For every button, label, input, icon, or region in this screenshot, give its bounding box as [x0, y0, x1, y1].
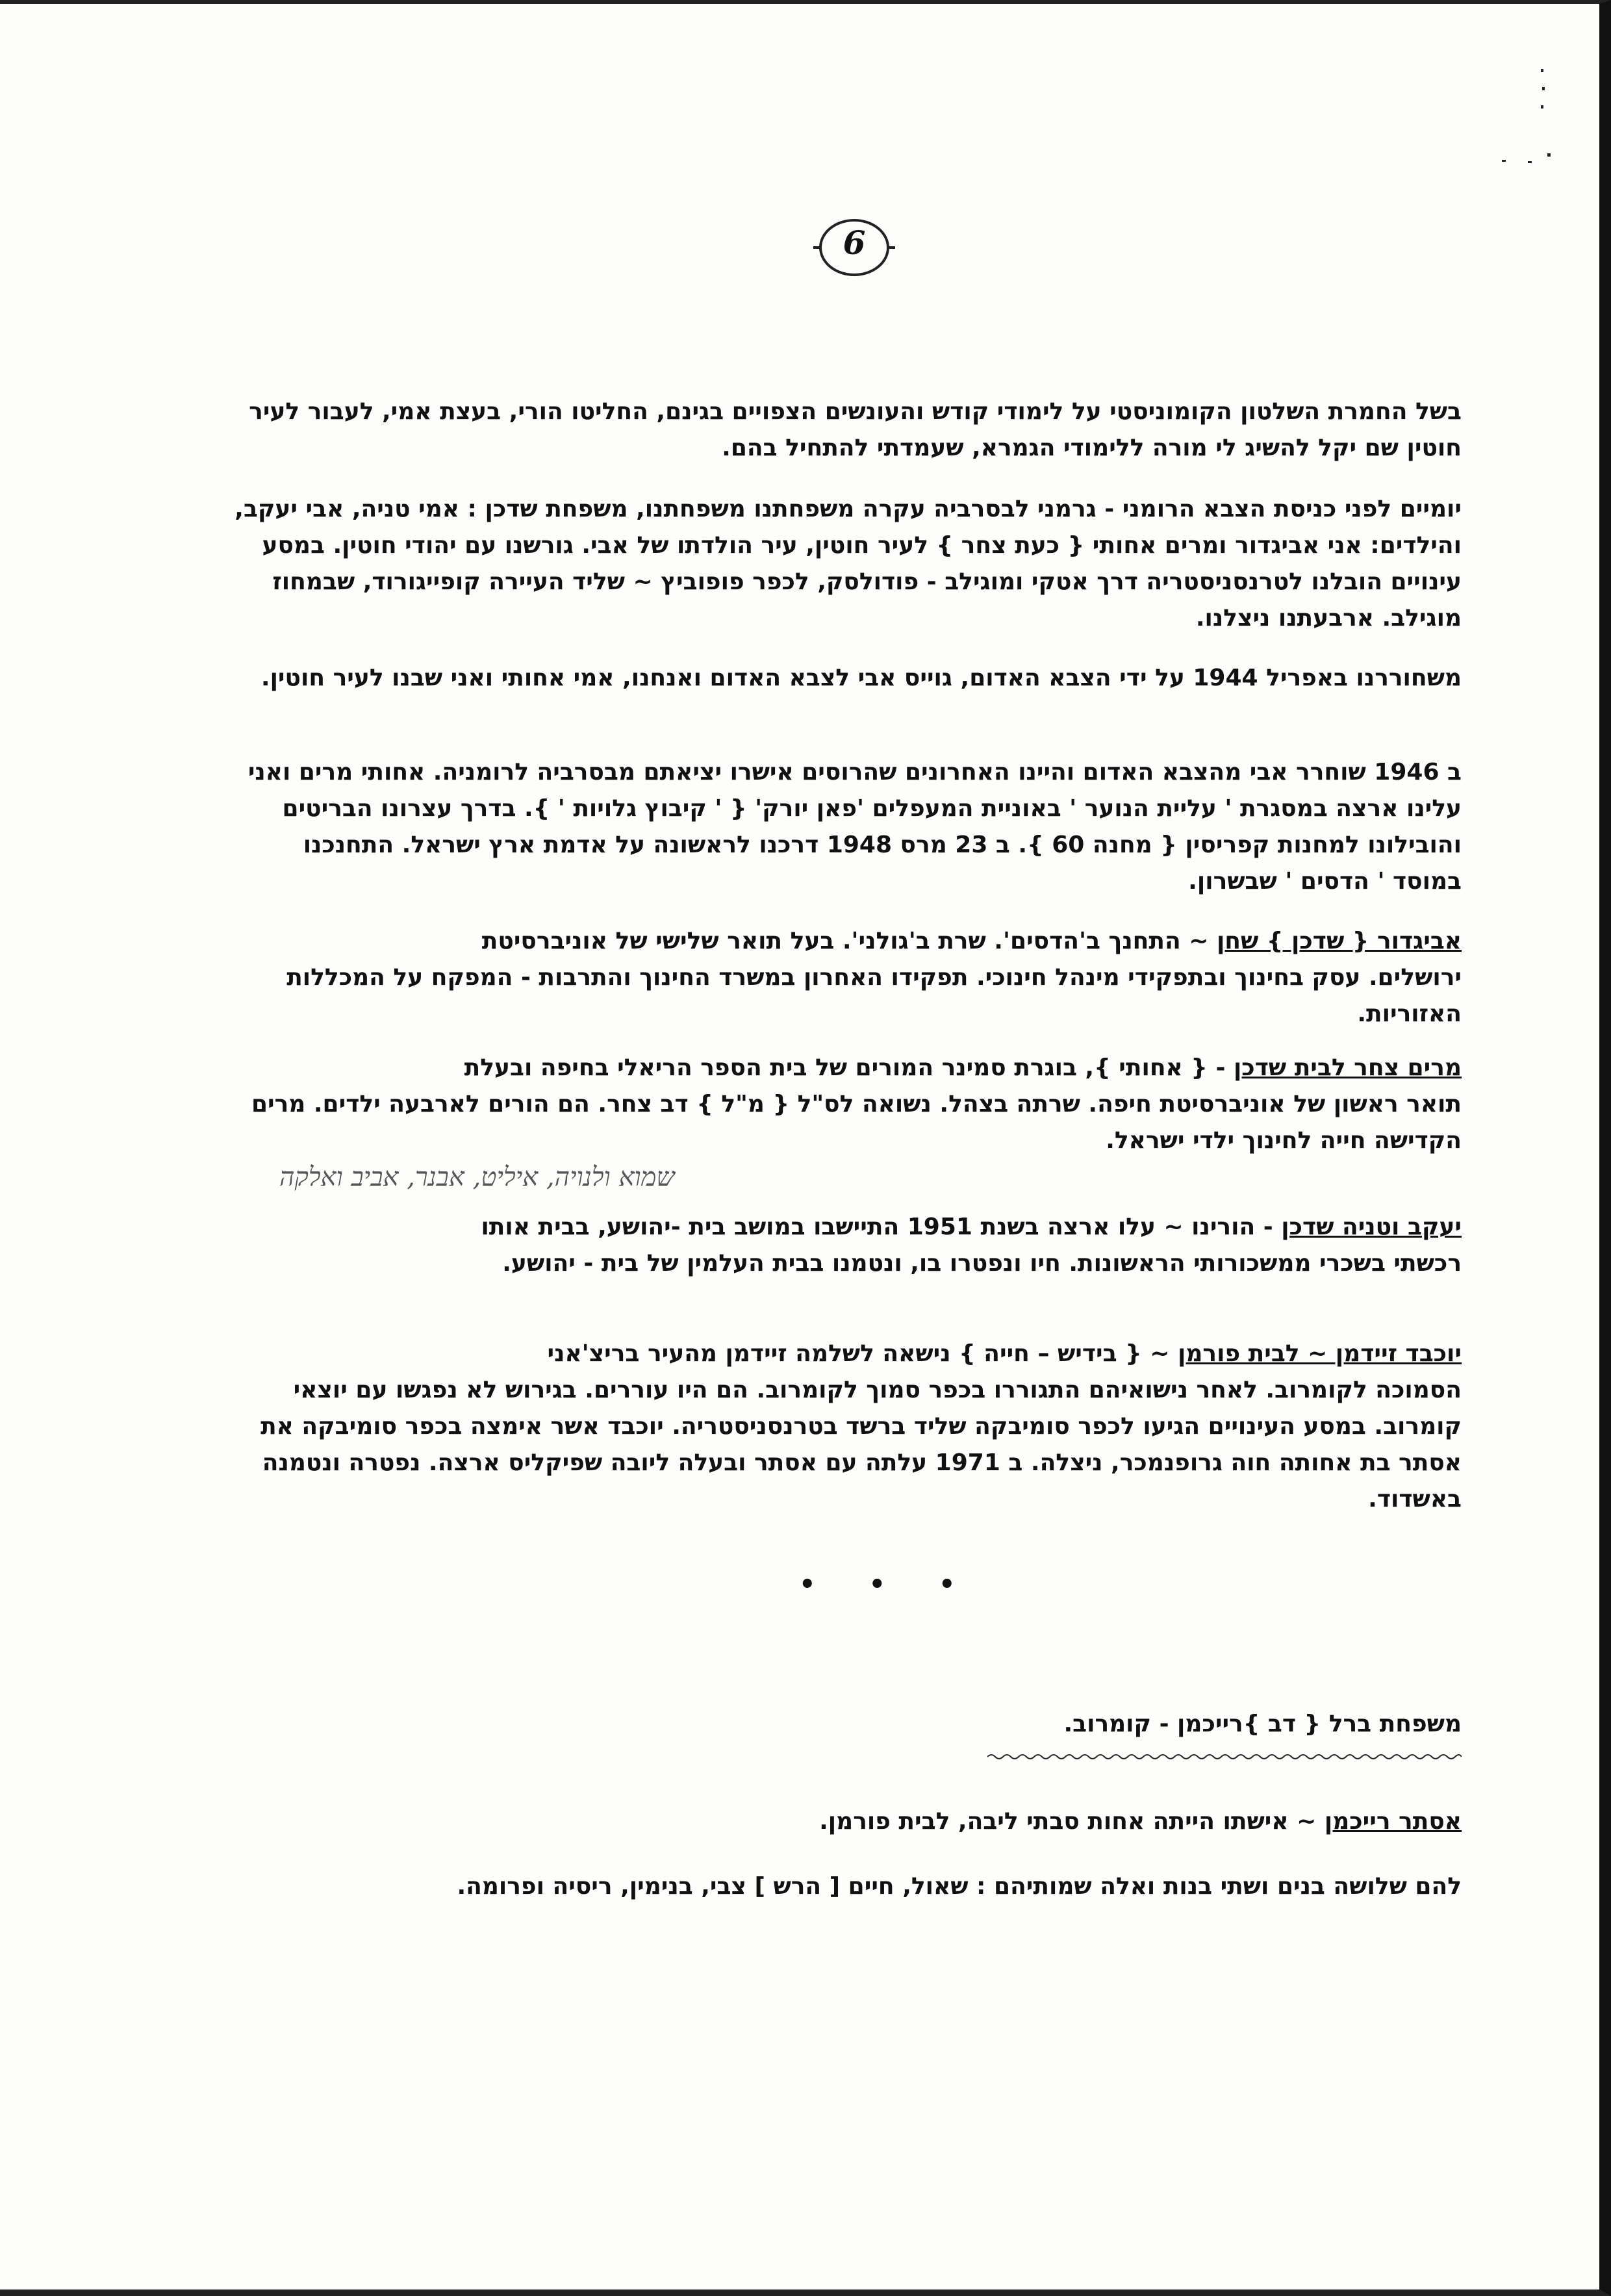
- bio-miriam-line: [234, 1050, 1462, 1086]
- bio-yaakov-line: [234, 1209, 1462, 1245]
- children-line: להם שלושה בנים ושתי בנות ואלה שמותיהם : שאול, חיים [ הרש ] צבי, בנימין, ריסיה ופרומה.: [457, 1873, 1462, 1900]
- paragraph-1: בשל החמרת השלטון הקומוניסטי על לימודי קודש והעונשים הצפויים בגינם, החליטו הורי, בעצת אמי, לעבור לעיר חוטין שם יקל להשיג לי מורה ללימודי הגמרא, שעמדתי להתחיל בהם.: [249, 398, 1462, 461]
- esther-name: אסתר רייכמן: [1324, 1808, 1462, 1835]
- bio-yaakov: [234, 1209, 1462, 1282]
- bio-yocheved-rest: הסמוכה לקומרוב. לאחר נישואיהם התגוררו בכפר סמוך לקומרוב. הם היו עוררים. בגירוש לא נפגשו עם יוצאי קומרוב. במסע העינויים הגיעו לכפר סומיבקה שליד ברשד בטרנסניסטריה. יוכבד אשר אימצה בכפר סומיבקה את אסתר בת אחותה חוה גרופנמכר, ניצלה. ב 1971 עלתה עם אסתר ובעלה ליובה שפיקליס ארצה. נפטרה ונטמנה באשדוד.: [260, 1377, 1462, 1512]
- bio-avigdor-line: [234, 923, 1462, 960]
- bio-yocheved: [234, 1336, 1462, 1518]
- bio-avigdor-text: ~ התחנך ב'הדסים'. שרת ב'גולני'. בעל תואר שלישי של אוניברסיטת: [481, 928, 1209, 954]
- bio-yocheved-name: יוכבד זיידמן ~ לבית פורמן: [1178, 1340, 1462, 1367]
- paragraph-4: ב 1946 שוחרר אבי מהצבא האדום והיינו האחרונים שהרוסים אישרו יציאתם מבסרביה לרומניה. אחותי מרים ואני עלינו ארצה במסגרת ' עליית הנוער ' באוניית המעפלים 'פאן יורק' { ' קיבוץ גלויות ' }. בדרך עצרונו הבריטים והובילונו למחנות קפריסין { מחנה 60 }. ב 23 מרס 1948 דרכנו לראשונה על אדמת ארץ ישראל. התחנכנו במוסד ' הדסים ' שבשרון.: [247, 759, 1462, 895]
- page-number-label: 6: [843, 223, 866, 262]
- handwritten-note: שמוא ולנויה, איליט, אבנר, אביב ואלקה: [279, 1162, 675, 1192]
- bio-miriam-text: - { אחותי }, בוגרת סמינר המורים של בית הספר הריאלי בחיפה ובעלת: [464, 1054, 1226, 1081]
- bio-miriam-rest: תואר ראשון של אוניברסיטת חיפה. שרתה בצהל. נשואה לס"ל { מ"ל } דב צחר. הם הורים לארבעה ילדים. מרים הקדישה חייה לחינוך ילדי ישראל.: [251, 1091, 1462, 1154]
- page-number: [812, 212, 896, 283]
- esther-line: [234, 1804, 1462, 1840]
- section-separator: • • •: [799, 1570, 978, 1600]
- scan-marks: [1495, 56, 1573, 212]
- family-heading: משפחת ברל { דב }רייכמן - קומרוב.: [1063, 1711, 1462, 1737]
- bio-avigdor-name: אביגדור { שדכן } שחן: [1216, 928, 1462, 954]
- bio-yaakov-name: יעקב וטניה שדכן: [1281, 1214, 1462, 1240]
- bio-yocheved-text: ~ { בידיש – חייה } נישאה לשלמה זיידמן מהעיר בריצ'אני: [547, 1340, 1170, 1367]
- paragraph-3: משחוררנו באפריל 1944 על ידי הצבא האדום, גוייס אבי לצבא האדום ואנחנו, אמי אחותי ואני שבנו לעיר חוטין.: [260, 665, 1462, 691]
- bio-yocheved-line: [234, 1336, 1462, 1372]
- bio-miriam-name: מרים צחר לבית שדכן: [1233, 1054, 1462, 1081]
- esther-text: ~ אישתו הייתה אחות סבתי ליבה, לבית פורמן.: [819, 1808, 1317, 1835]
- bio-miriam: [234, 1050, 1462, 1195]
- paragraph-2: יומיים לפני כניסת הצבא הרומני - גרמני לבסרביה עקרה משפחתנו משפחתנו, משפחת שדכן : אמי טניה, אבי יעקב, והילדים: אני אביגדור ומרים אחותי { כעת צחר } לעיר חוטין, עיר הולדתו של אבי. גורשנו עם יהודי חוטין. במסע עינויים הובלנו לטרנסניסטריה דרך אטקי ומוגילב - פודולסק, לכפר פופוביץ ~ שליד העיירה קופייגורוד, שבמחוז מוגילב. ארבעתנו ניצלנו.: [235, 496, 1462, 631]
- bio-avigdor-rest: ירושלים. עסק בחינוך ובתפקידי מינהל חינוכי. תפקידו האחרון במשרד החינוך והתרבות - המפקח על המכללות האזוריות.: [286, 964, 1462, 1027]
- wavy-underline: [987, 1753, 1462, 1761]
- bio-avigdor: [234, 923, 1462, 1032]
- bio-yaakov-text: - הורינו ~ עלו ארצה בשנת 1951 התיישבו במושב בית -יהושע, בבית אותו: [481, 1214, 1273, 1240]
- bio-yaakov-rest: רכשתי בשכרי ממשכורותי הראשונות. חיו ונפטרו בו, ונטמנו בבית העלמין של בית - יהושע.: [502, 1250, 1462, 1277]
